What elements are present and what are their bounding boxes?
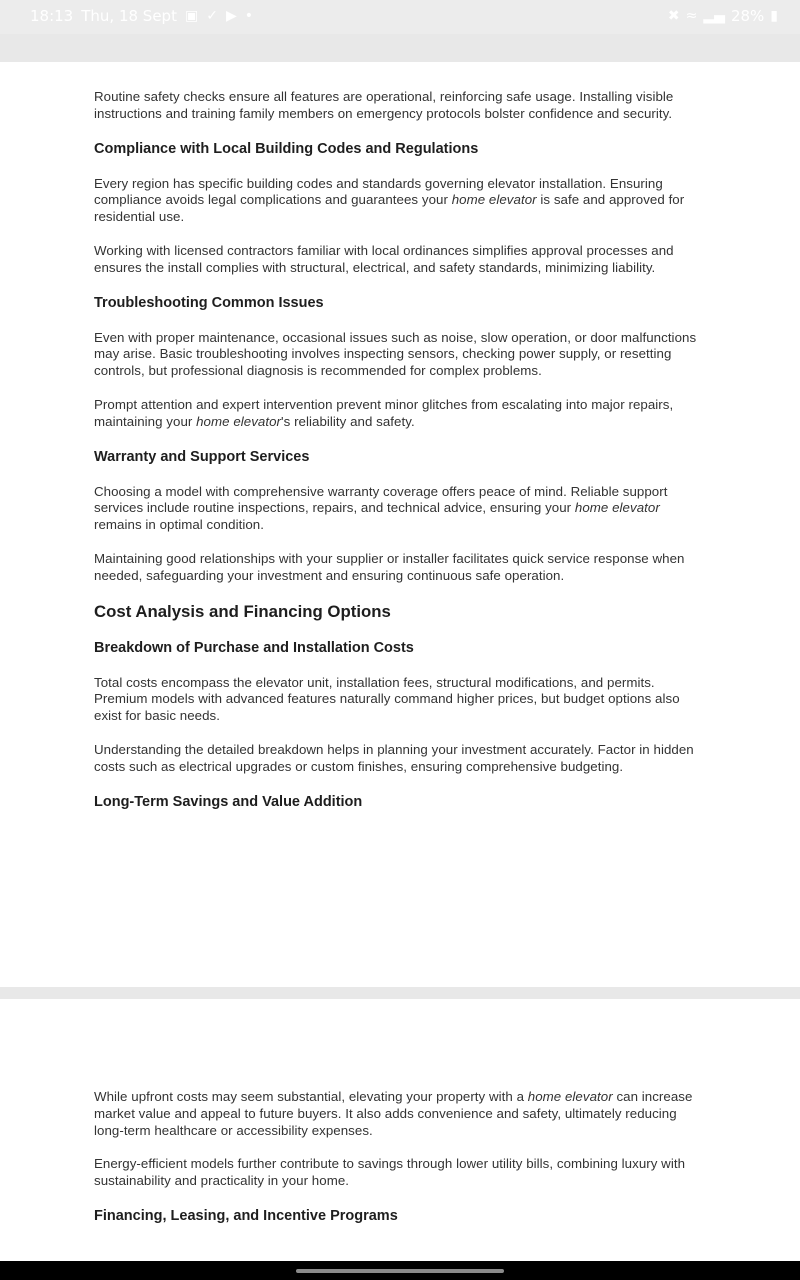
text-run: remains in optimal condition. bbox=[94, 517, 264, 533]
emphasis-home-elevator: home elevator bbox=[196, 413, 282, 429]
text-run: 's reliability and safety. bbox=[281, 413, 415, 429]
paragraph-energy-efficient: Energy-efficient models further contribute to savings through lower utility bills, combining luxury with sustainability and practicality in your home. bbox=[94, 1156, 686, 1189]
text-run: is safe and approved for residential use. bbox=[94, 192, 685, 225]
document-page-1[interactable] bbox=[0, 62, 800, 987]
home-gesture-handle[interactable] bbox=[296, 1269, 504, 1273]
paragraph-safety-checks: Routine safety checks ensure all features are operational, reinforcing safe usage. Installing visible instructions and training family members on emergency protocols bolster confidence and security. bbox=[94, 89, 674, 121]
text-run: can increase market value and appeal to future buyers. It also adds convenience and safety, ultimately reducing long-term healthcare or accessibility expenses. bbox=[94, 1089, 693, 1138]
emphasis-home-elevator: home elevator bbox=[451, 192, 537, 208]
status-right bbox=[668, 7, 778, 25]
status-left bbox=[30, 7, 253, 25]
heading-warranty: Warranty and Support Services bbox=[94, 448, 310, 465]
status-time: 18:13 bbox=[30, 7, 74, 25]
emphasis-home-elevator: home elevator bbox=[574, 500, 660, 516]
text-run: While upfront costs may seem substantial, elevating your property with a bbox=[94, 1089, 528, 1104]
status-bar bbox=[0, 0, 800, 34]
text-run: Every region has specific building codes and standards governing elevator installation. Ensuring compliance avoids legal complications and guarantees your bbox=[94, 175, 663, 208]
gallery-icon: ▣ bbox=[184, 8, 199, 24]
heading-long-term-savings: Long-Term Savings and Value Addition bbox=[94, 793, 363, 810]
paragraph-upfront-costs bbox=[94, 1089, 706, 1139]
page-2-content bbox=[94, 1089, 706, 1243]
paragraph-supplier-relationships: Maintaining good relationships with your supplier or installer facilitates quick service response when needed, safeguarding your investment and ensuring continuous safe operation. bbox=[94, 550, 685, 583]
paragraph-maintenance-issues: Even with proper maintenance, occasional issues such as noise, slow operation, or door malfunctions may arise. Basic troubleshooting involves inspecting sensors, checking power supply, or resetting controls, but professional diagnosis is recommended for complex problems. bbox=[94, 329, 697, 379]
check-icon: ✓ bbox=[206, 8, 218, 24]
heading-troubleshooting: Troubleshooting Common Issues bbox=[94, 294, 324, 311]
battery-level: 28% bbox=[730, 7, 765, 25]
paragraph-total-costs: Total costs encompass the elevator unit, installation fees, structural modifications, and permits. Premium models with advanced features naturally command higher prices, but budget options also exist for basic needs. bbox=[94, 674, 680, 724]
wifi-icon: ≈ bbox=[685, 8, 698, 24]
text-run: Prompt attention and expert intervention prevent minor glitches from escalating into major repairs, maintaining your bbox=[94, 396, 674, 429]
dot-icon: • bbox=[244, 8, 253, 24]
page-1-content bbox=[94, 89, 706, 829]
heading-cost-analysis: Cost Analysis and Financing Options bbox=[94, 601, 391, 621]
youtube-icon: ▶ bbox=[225, 8, 237, 24]
navigation-bar bbox=[0, 1261, 800, 1280]
heading-financing: Financing, Leasing, and Incentive Programs bbox=[94, 1207, 398, 1224]
battery-icon: ▮ bbox=[770, 8, 778, 24]
paragraph-detailed-breakdown: Understanding the detailed breakdown helps in planning your investment accurately. Factor in hidden costs such as electrical upgrades or custom finishes, ensuring comprehensive budgeting. bbox=[94, 741, 694, 774]
heading-breakdown: Breakdown of Purchase and Installation Costs bbox=[94, 639, 414, 656]
mute-icon: ✖ bbox=[667, 8, 680, 24]
paragraph-warranty-coverage bbox=[94, 484, 706, 534]
text-run: Choosing a model with comprehensive warranty coverage offers peace of mind. Reliable support services include routine inspections, repairs, and technical advice, ensuring your bbox=[94, 483, 668, 516]
emphasis-home-elevator: home elevator bbox=[527, 1089, 613, 1104]
document-page-2[interactable] bbox=[0, 999, 800, 1261]
paragraph-prompt-attention bbox=[94, 397, 706, 431]
signal-icon: ▂▄ bbox=[703, 8, 725, 24]
paragraph-licensed-contractors: Working with licensed contractors familiar with local ordinances simplifies approval processes and ensures the install complies with structural, electrical, and safety standards, minimizing liability. bbox=[94, 242, 674, 275]
paragraph-building-codes bbox=[94, 176, 706, 226]
status-date: Thu, 18 Sept bbox=[81, 7, 177, 25]
heading-compliance: Compliance with Local Building Codes and Regulations bbox=[94, 140, 479, 157]
